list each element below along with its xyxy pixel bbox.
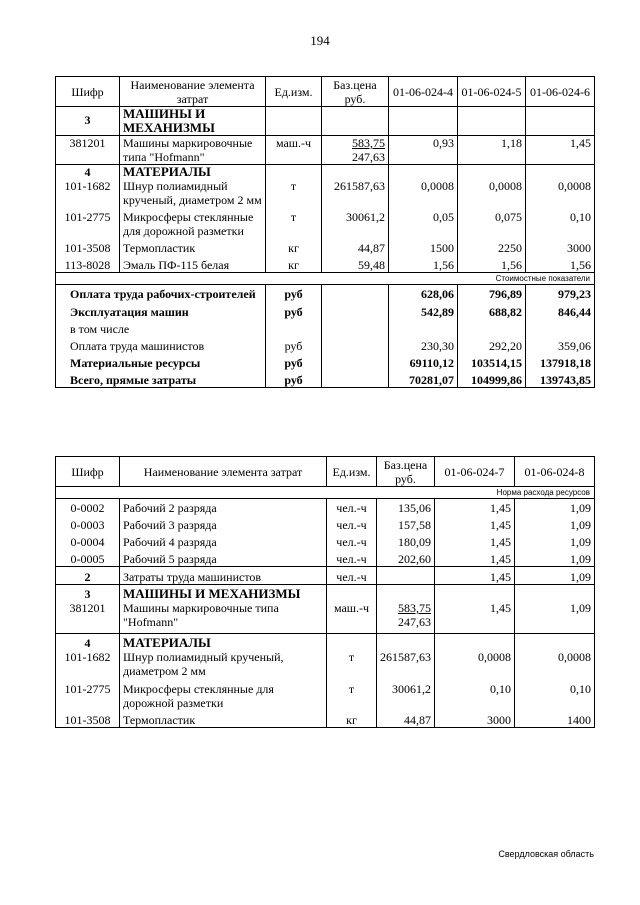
row-name: Рабочий 2 разряда <box>120 499 327 516</box>
row-code: 101-2775 <box>56 207 120 238</box>
row-unit: чел.-ч <box>327 499 377 516</box>
header-name: Наименование элемента затрат <box>120 457 327 487</box>
row-price: 59,48 <box>322 255 389 273</box>
cost-row <box>56 285 595 302</box>
cost-value: 292,20 <box>458 336 526 353</box>
table-row <box>56 255 595 273</box>
price-value-2: 247,63 <box>398 615 431 629</box>
row-code: 113-8028 <box>56 255 120 273</box>
cost-value: 796,89 <box>458 285 526 302</box>
row-code: 2 <box>56 567 120 585</box>
group-title: МАШИНЫ И МЕХАНИЗМЫ <box>120 585 327 602</box>
table-row <box>56 710 595 728</box>
row-name: Рабочий 3 разряда <box>120 515 327 532</box>
row-value: 1,09 <box>515 549 595 567</box>
row-value: 1,09 <box>515 601 595 634</box>
header-col-6: 01-06-024-6 <box>526 77 595 107</box>
row-value: 1,56 <box>458 255 526 273</box>
row-value: 1,09 <box>515 567 595 585</box>
row-code: 0-0002 <box>56 499 120 516</box>
row-price <box>377 567 435 585</box>
row-price: 202,60 <box>377 549 435 567</box>
header-code: Шифр <box>56 457 120 487</box>
cost-unit: руб <box>266 353 322 370</box>
table-row <box>56 549 595 567</box>
group-title: МАТЕРИАЛЫ <box>120 634 327 651</box>
row-price: 261587,63 <box>322 179 389 207</box>
header-price: Баз.цена руб. <box>377 457 435 487</box>
group-title: МАШИНЫ И МЕХАНИЗМЫ <box>120 107 266 136</box>
table-row <box>56 678 595 710</box>
row-unit: т <box>266 207 322 238</box>
row-value: 0,10 <box>515 678 595 710</box>
cost-row <box>56 353 595 370</box>
group-code: 3 <box>56 107 120 136</box>
row-value: 1,09 <box>515 532 595 549</box>
header-unit: Ед.изм. <box>266 77 322 107</box>
group-code: 4 <box>56 634 120 651</box>
row-unit: маш.-ч <box>266 136 322 165</box>
row-price: 30061,2 <box>377 678 435 710</box>
cost-unit: руб <box>266 285 322 302</box>
row-value: 0,0008 <box>515 650 595 678</box>
cost-unit: руб <box>266 301 322 319</box>
row-unit: кг <box>327 710 377 728</box>
row-value: 1,45 <box>435 499 515 516</box>
row-value: 1,56 <box>389 255 458 273</box>
row-value: 1400 <box>515 710 595 728</box>
row-value: 1,09 <box>515 499 595 516</box>
cost-row <box>56 336 595 353</box>
price-value-2: 247,63 <box>352 150 385 164</box>
row-unit: т <box>327 650 377 678</box>
cost-section-label: Стоимостные показатели <box>56 273 595 285</box>
row-value: 1,09 <box>515 515 595 532</box>
header-price: Баз.цена руб. <box>322 77 389 107</box>
cost-value: 103514,15 <box>458 353 526 370</box>
row-value: 1,56 <box>526 255 595 273</box>
row-unit: т <box>327 678 377 710</box>
row-price <box>377 601 435 634</box>
cost-name: Всего, прямые затраты <box>56 370 266 388</box>
row-price: 44,87 <box>322 238 389 255</box>
row-code: 0-0004 <box>56 532 120 549</box>
table-row <box>56 567 595 585</box>
row-name: Машины маркировочные типа "Hofmann" <box>120 601 327 634</box>
cost-table-2 <box>55 456 595 728</box>
row-value: 3000 <box>435 710 515 728</box>
row-value: 1,18 <box>458 136 526 165</box>
row-code: 101-3508 <box>56 710 120 728</box>
row-name: Шнур полиамидный крученый, диаметром 2 мм <box>120 179 266 207</box>
row-name: Шнур полиамидный крученый, диаметром 2 мм <box>120 650 327 678</box>
row-unit: кг <box>266 238 322 255</box>
cost-value: 104999,86 <box>458 370 526 388</box>
header-col-7: 01-06-024-7 <box>435 457 515 487</box>
table-row <box>56 179 595 207</box>
row-value: 0,93 <box>389 136 458 165</box>
row-value: 0,0008 <box>389 179 458 207</box>
header-col-5: 01-06-024-5 <box>458 77 526 107</box>
row-price: 157,58 <box>377 515 435 532</box>
table-row <box>56 136 595 165</box>
row-price: 30061,2 <box>322 207 389 238</box>
group-code: 3 <box>56 585 120 602</box>
row-value: 0,0008 <box>526 179 595 207</box>
header-unit: Ед.изм. <box>327 457 377 487</box>
cost-row <box>56 319 595 336</box>
row-name: Рабочий 5 разряда <box>120 549 327 567</box>
group-title: МАТЕРИАЛЫ <box>120 165 266 180</box>
cost-value: 359,06 <box>526 336 595 353</box>
price-value: 583,75 <box>398 601 431 615</box>
table-row <box>56 499 595 516</box>
page-number: 194 <box>310 33 330 48</box>
row-value: 1,45 <box>435 549 515 567</box>
row-unit: чел.-ч <box>327 549 377 567</box>
header-name: Наименование элемента затрат <box>120 77 266 107</box>
cost-name: в том числе <box>56 319 266 336</box>
row-value: 3000 <box>526 238 595 255</box>
row-price: 135,06 <box>377 499 435 516</box>
cost-value: 846,44 <box>526 301 595 319</box>
row-value: 0,10 <box>435 678 515 710</box>
row-price: 180,09 <box>377 532 435 549</box>
norm-label: Норма расхода ресурсов <box>56 487 595 499</box>
group-row <box>56 165 595 180</box>
group-row <box>56 107 595 136</box>
cost-value: 139743,85 <box>526 370 595 388</box>
cost-name: Оплата труда рабочих-строителей <box>56 285 266 302</box>
row-name: Рабочий 4 разряда <box>120 532 327 549</box>
row-value: 0,05 <box>389 207 458 238</box>
row-value: 0,0008 <box>458 179 526 207</box>
cost-name: Эксплуатация машин <box>56 301 266 319</box>
row-code: 0-0005 <box>56 549 120 567</box>
header-col-8: 01-06-024-8 <box>515 457 595 487</box>
row-code: 0-0003 <box>56 515 120 532</box>
row-value: 1,45 <box>435 532 515 549</box>
header-code: Шифр <box>56 77 120 107</box>
cost-row <box>56 370 595 388</box>
row-price: 261587,63 <box>377 650 435 678</box>
cost-value: 69110,12 <box>389 353 458 370</box>
row-code: 101-1682 <box>56 179 120 207</box>
row-unit: чел.-ч <box>327 567 377 585</box>
row-code: 101-1682 <box>56 650 120 678</box>
norm-label-row <box>56 487 595 499</box>
group-row <box>56 634 595 651</box>
row-code: 381201 <box>56 136 120 165</box>
row-value: 0,075 <box>458 207 526 238</box>
cost-value: 979,23 <box>526 285 595 302</box>
table-row <box>56 601 595 634</box>
row-value: 1500 <box>389 238 458 255</box>
cost-value: 542,89 <box>389 301 458 319</box>
row-name: Машины маркировочные типа "Hofmann" <box>120 136 266 165</box>
row-code: 381201 <box>56 601 120 634</box>
row-name: Термопластик <box>120 710 327 728</box>
row-name: Затраты труда машинистов <box>120 567 327 585</box>
row-value: 1,45 <box>435 601 515 634</box>
row-unit: кг <box>266 255 322 273</box>
table-row <box>56 650 595 678</box>
header-col-4: 01-06-024-4 <box>389 77 458 107</box>
row-price: 44,87 <box>377 710 435 728</box>
row-unit: т <box>266 179 322 207</box>
footer-region: Свердловская область <box>498 849 594 859</box>
row-value: 2250 <box>458 238 526 255</box>
row-price <box>322 136 389 165</box>
cost-value: 230,30 <box>389 336 458 353</box>
cost-section-label-row <box>56 273 595 285</box>
table-row <box>56 238 595 255</box>
table-row <box>56 515 595 532</box>
cost-unit: руб <box>266 336 322 353</box>
cost-row <box>56 301 595 319</box>
group-row <box>56 585 595 602</box>
price-value: 583,75 <box>352 136 385 150</box>
row-name: Микросферы стеклянные для дорожной разметки <box>120 678 327 710</box>
row-value: 1,45 <box>435 567 515 585</box>
table-row <box>56 207 595 238</box>
cost-value: 137918,18 <box>526 353 595 370</box>
cost-name: Оплата труда машинистов <box>56 336 266 353</box>
cost-value: 70281,07 <box>389 370 458 388</box>
row-value: 1,45 <box>435 515 515 532</box>
table-row <box>56 532 595 549</box>
row-name: Микросферы стеклянные для дорожной разметки <box>120 207 266 238</box>
group-code: 4 <box>56 165 120 180</box>
row-code: 101-3508 <box>56 238 120 255</box>
row-unit: маш.-ч <box>327 601 377 634</box>
cost-table-1 <box>55 76 595 388</box>
cost-unit: руб <box>266 370 322 388</box>
row-code: 101-2775 <box>56 678 120 710</box>
cost-name: Материальные ресурсы <box>56 353 266 370</box>
cost-value: 688,82 <box>458 301 526 319</box>
row-unit: чел.-ч <box>327 532 377 549</box>
row-unit: чел.-ч <box>327 515 377 532</box>
cost-value: 628,06 <box>389 285 458 302</box>
row-value: 1,45 <box>526 136 595 165</box>
row-value: 0,10 <box>526 207 595 238</box>
row-value: 0,0008 <box>435 650 515 678</box>
row-name: Термопластик <box>120 238 266 255</box>
row-name: Эмаль ПФ-115 белая <box>120 255 266 273</box>
